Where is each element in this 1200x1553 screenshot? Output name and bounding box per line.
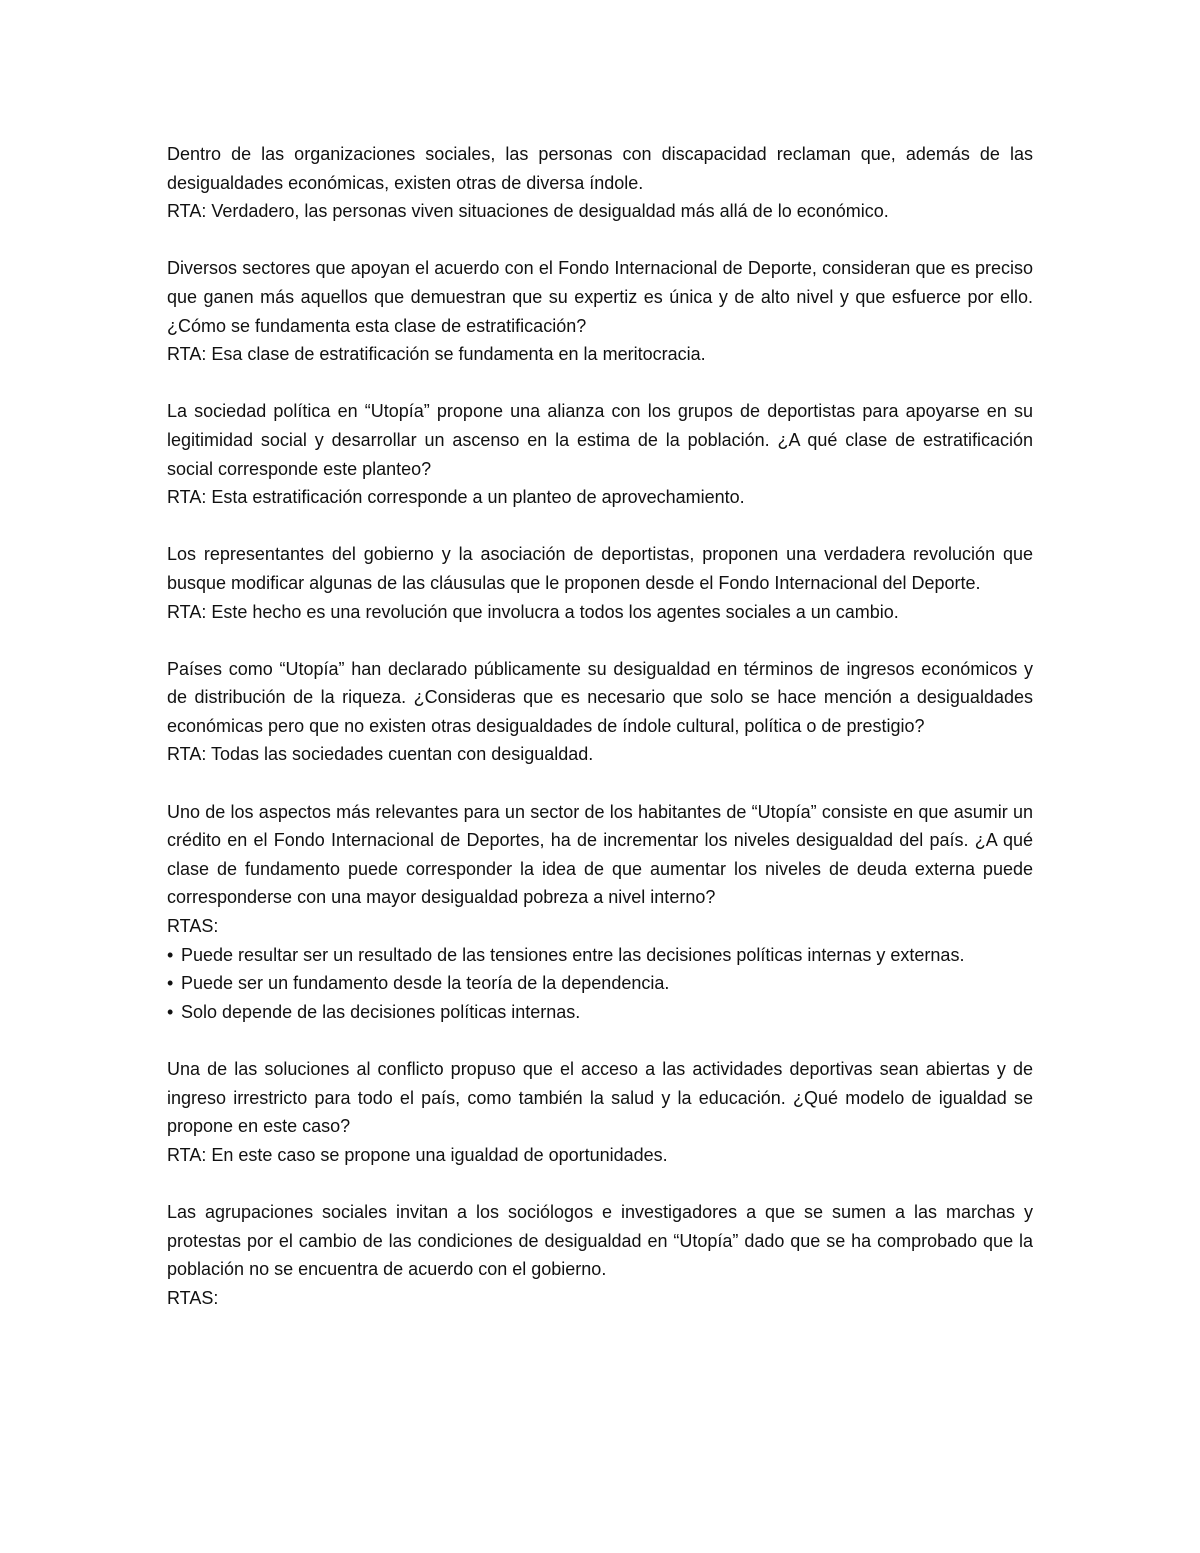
answer-text: RTA: En este caso se propone una igualdad de oportunidades. — [167, 1144, 668, 1165]
list-item-text: Solo depende de las decisiones políticas internas. — [181, 1001, 581, 1022]
question-text: Las agrupaciones sociales invitan a los sociólogos e investigadores a que se sumen a las marchas y protestas por el cambio de las condiciones de desigualdad en “Utopía” dado que se ha comprobado que la población no se encuentra de acuerdo con el gobierno. — [167, 1201, 1033, 1280]
question-text: Uno de los aspectos más relevantes para un sector de los habitantes de “Utopía” consiste en que asumir un crédito en el Fondo Internacional de Deportes, ha de incrementar los niveles desigualdad del país. ¿A qué clase de fundamento puede corresponder la idea de que aumentar los niveles de deuda externa puede corresponderse con una mayor desigualdad pobreza a nivel interno? — [167, 801, 1033, 908]
answer-label: RTAS: — [167, 1287, 219, 1308]
bullet-icon: • — [167, 944, 174, 965]
question-text: Diversos sectores que apoyan el acuerdo con el Fondo Internacional de Deporte, consideran que es preciso que ganen más aquellos que demuestran que su expertiz es única y de alto nivel y que esfuerce por ello. ¿Cómo se fundamenta esta clase de estratificación? — [167, 258, 1033, 336]
qa-block-5 — [167, 655, 1033, 769]
answer-text: RTA: Esta estratificación corresponde a un planteo de aprovechamiento. — [167, 487, 745, 508]
answer-text: RTA: Este hecho es una revolución que involucra a todos los agentes sociales a un cambio. — [167, 601, 899, 622]
qa-block-7 — [167, 1055, 1033, 1169]
list-item — [167, 998, 1033, 1027]
question-text: Países como “Utopía” han declarado públicamente su desigualdad en términos de ingresos económicos y de distribución de la riqueza. ¿Consideras que es necesario que solo se hace mención a desigualdades económicas pero que no existen otras desigualdades de índole cultural, política o de prestigio? — [167, 658, 1033, 736]
question-text: Los representantes del gobierno y la asociación de deportistas, proponen una verdadera revolución que busque modificar algunas de las cláusulas que le proponen desde el Fondo Internacional del Deporte. — [167, 544, 1033, 593]
answer-text: RTA: Todas las sociedades cuentan con desigualdad. — [167, 744, 594, 765]
bullet-icon: • — [167, 973, 174, 994]
answer-list — [167, 941, 1033, 1027]
qa-block-2 — [167, 254, 1033, 368]
list-item-text: Puede resultar ser un resultado de las tensiones entre las decisiones políticas internas y externas. — [181, 944, 965, 965]
answer-text: RTA: Verdadero, las personas viven situaciones de desigualdad más allá de lo económico. — [167, 201, 889, 222]
bullet-icon: • — [167, 1001, 174, 1022]
list-item — [167, 969, 1033, 998]
answer-text: RTA: Esa clase de estratificación se fundamenta en la meritocracia. — [167, 344, 706, 365]
question-text: Una de las soluciones al conflicto propuso que el acceso a las actividades deportivas sean abiertas y de ingreso irrestricto para todo el país, como también la salud y la educación. ¿Qué modelo de igualdad se propone en este caso? — [167, 1059, 1033, 1137]
qa-block-1 — [167, 140, 1033, 226]
question-text: Dentro de las organizaciones sociales, las personas con discapacidad reclaman que, además de las desigualdades económicas, existen otras de diversa índole. — [167, 144, 1033, 193]
list-item — [167, 941, 1033, 970]
question-text: La sociedad política en “Utopía” propone una alianza con los grupos de deportistas para apoyarse en su legitimidad social y desarrollar un ascenso en la estima de la población. ¿A qué clase de estratificación social corresponde este planteo? — [167, 401, 1033, 479]
answer-label: RTAS: — [167, 916, 219, 937]
list-item-text: Puede ser un fundamento desde la teoría de la dependencia. — [181, 973, 670, 994]
qa-block-4 — [167, 540, 1033, 626]
qa-block-3 — [167, 397, 1033, 511]
qa-block-8 — [167, 1198, 1033, 1312]
qa-block-6 — [167, 798, 1033, 1027]
document-page — [167, 140, 1033, 1341]
